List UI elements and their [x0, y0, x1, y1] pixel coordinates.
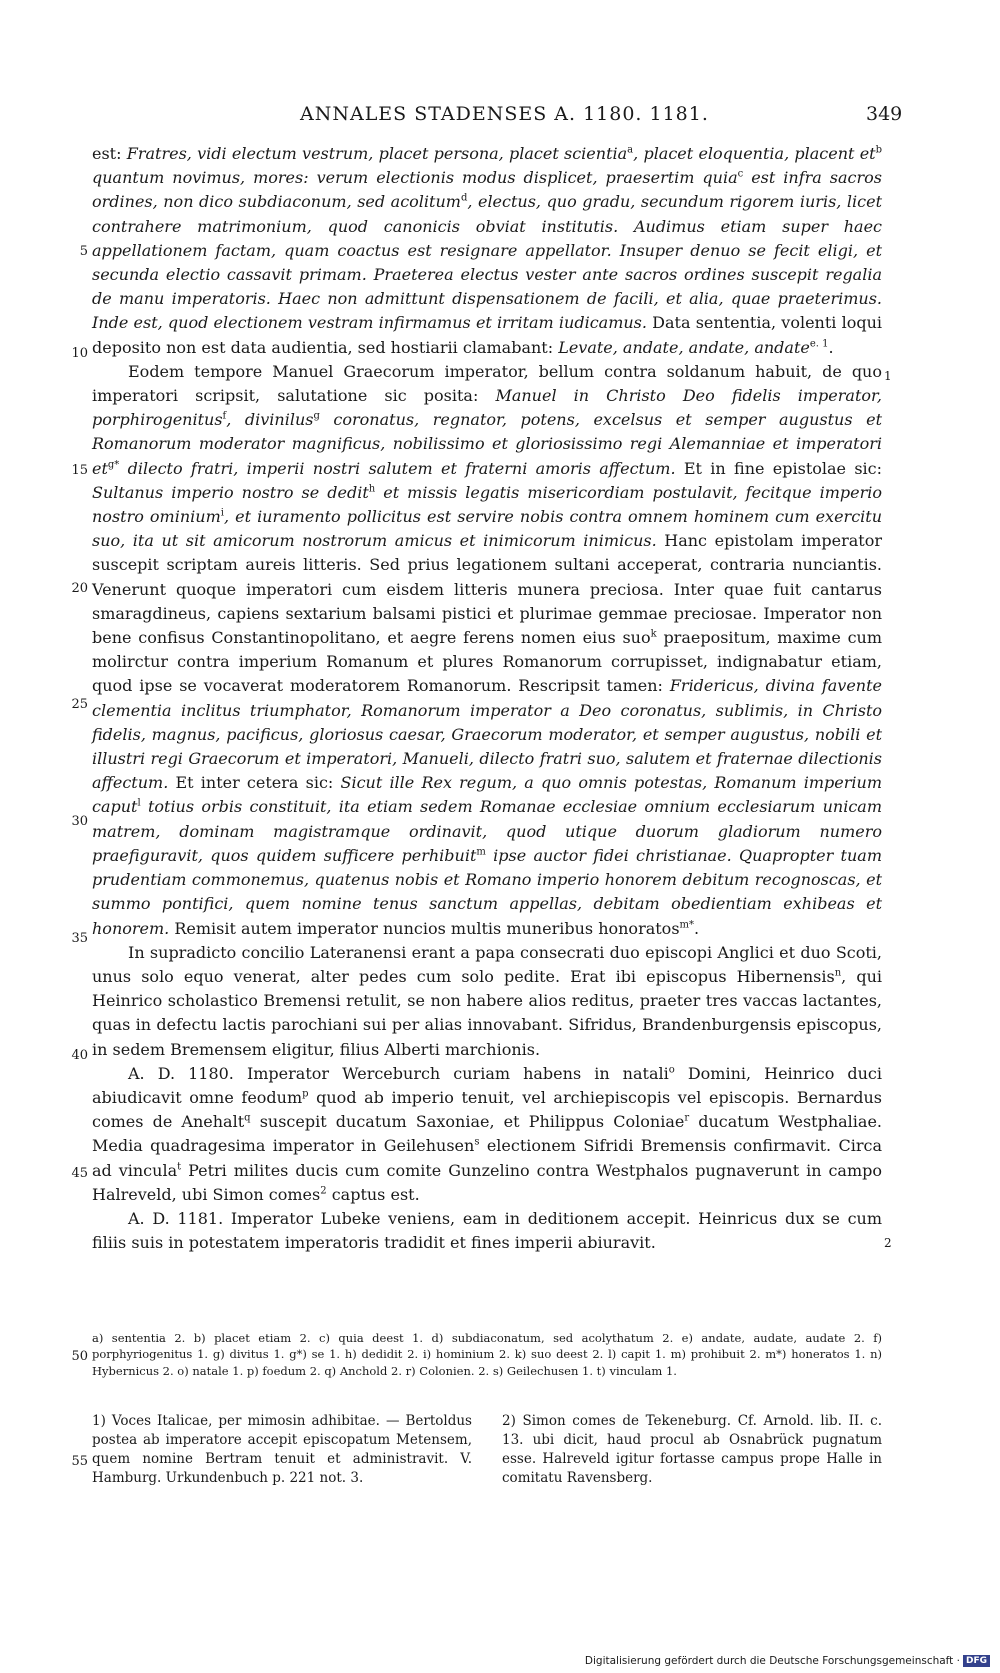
paragraph: Eodem tempore Manuel Graecorum imperator, bellum contra soldanum habuit, de quo imperatori scripsit, salutatione sic posita: Manuel in Christo Deo fidelis imperator, porphirogenitus$^f$, divinilus$^g$ coronatus, regnator, potens, excelsus et semper augustus et Romanorum moderator magnificus, nobilissimo et gloriosissimo regi Alemanniae et imperatori $et^{g*}$ dilecto fratri, imperii nostri salutem et fraterni amoris affectum. Et in fine epistolae sic: Sultanus imperio nostro se dedit$^h$ et missis legatis misericordiam postulavit, fecitque imperio nostro ominium$^i$, et iuramento pollicitus est servire nobis contra omnem hominem cum exercitu suo, ita ut sit amicorum nostrorum amicus et inimicorum inimicus. Hanc epistolam imperator suscepit scriptam aureis litteris. Sed prius legationem sultani acceperat, contraria nunciantis. Venerunt quoque imperatori cum eisdem litteris munera preciosa. Inter quae fuit cantarus smaragdineus, capiens sextarium balsami pistici et plurimae gemmae preciosae. Imperator non bene confisus Constantinopolitano, et aegre ferens nomen eius suo$^k$ praepositum, maxime cum molirctur contra imperium Romanum et plures Romanorum corrupisset, indignabatur etiam, quod ipse se vocaverat moderatorem Romanorum. Rescripsit tamen: Fridericus, divina favente clementia inclitus triumphator, Romanorum imperator a Deo coronatus, sublimis, in Christo fidelis, magnus, pacificus, gloriosus caesar, Graecorum moderator, et semper augustus, nobili et illustri regi Graecorum et imperatori, Manueli, dilecto fratri suo, salutem et fraternae dilectionis affectum. Et inter cetera sic: Sicut ille Rex regum, a quo omnis potestas, Romanum imperium caput$^l$ totius orbis constituit, ita etiam sedem Romanae ecclesiae omnium ecclesiarum unicam matrem, dominam magistramque ordinavit, quod utique duorum gladiorum numero praefiguravit, quos quidem sufficere perhibuit$^m$ ipse auctor fidei christianae. Quapropter tuam prudentiam commonemus, quatenus nobis et Romano imperio honorem debitum recognoscas, et summo pontifici, quem nomine tenus sanctum appellas, debitam obedientiam exhibeas et honorem. Remisit autem imperator nuncios multis muneribus honoratos$^{m*}$. — [92, 361, 883, 938]
line-number: 50 — [71, 1349, 88, 1364]
margin-note-ref: 1 — [884, 369, 892, 383]
line-number: 5 — [79, 244, 88, 259]
dfg-logo: DFG — [963, 1655, 990, 1667]
paragraph: A. D. 1180. Imperator Werceburch curiam habens in natali$^o$ Domini, Heinrico duci abiudicavit omne feodum$^p$ quod ab imperio tenuit, vel archiepiscopis vel episcopis. Bernardus comes de Anehalt$^q$ suscepit ducatum Saxoniae, et Philippus Coloniae$^r$ ducatum Westphaliae. Media quadragesima imperator in Geilehusen$^s$ electionem Sifridi Bremensis confirmavit. Circa ad vincula$^t$ Petri milites ducis cum comite Gunzelino contra Westphalos pugnaverunt in campo Halreveld, ubi Simon comes$^2$ captus est. — [92, 1063, 883, 1204]
line-number: 15 — [71, 463, 88, 478]
line-number: 55 — [71, 1454, 88, 1469]
paragraph: est: Fratres, vidi electum vestrum, placet persona, placet scientia$^a$, placet eloquentia, placent $et^b$ quantum novimus, mores: verum electionis modus displicet, praesertim quia$^c$ est infra sacros ordines, non dico subdiaconum, sed acolitum$^d$, electus, quo gradu, secundum rigorem iuris, licet contrahere matrimonium, quod canonicis obviat institutis. Audimus etiam super haec appellationem factam, quam coactus est resignare appellator. Insuper denuo se fecit eligi, et secunda electio cassavit primam. Praeterea electus vester ante sacros ordines suscepit regalia de manu imperatoris. Haec non admittunt dispensationem de facili, et alia, quae praeterimus. Inde est, quod electionem vestram infirmamus et irritam iudicamus. Data sententia, volenti loqui deposito non est data audientia, sed hostiarii clamabant: Levate, andate, andate, andate$^{e. 1}$. — [92, 144, 883, 357]
footer-text: Digitalisierung gefördert durch die Deutsche Forschungsgemeinschaft · — [584, 1655, 960, 1667]
apparatus-text: a) sententia 2. b) placet etiam 2. c) quia deest 1. d) subdiaconatum, sed acolythatum 2. e) andate, audate, audate 2. f) porphyriogenitus 1. g) divitus 1. g*) se 1. h) dedidit 2. i) hominium 2. k) suo deest 2. l) capit 1. m) prohibuit 2. m*) honeratos 1. n) Hybernicus 2. o) natale 1. p) foedum 2. q) Anchold 2. r) Colonien. 2. s) Geilechusen 1. t) vinculam 1. — [92, 1331, 882, 1378]
line-number: 25 — [71, 697, 88, 712]
footnote-left: 1) Voces Italicae, per mimosin adhibitae. — Bertoldus postea ab imperatore accepit episcopatum Metensem, quem nomine Bertram tenuit et administravit. V. Hamburg. Urkundenbuch p. 221 not. 3. — [92, 1413, 472, 1486]
line-number: 45 — [71, 1166, 88, 1181]
line-number: 40 — [71, 1048, 88, 1063]
line-number: 30 — [71, 814, 88, 829]
line-number: 10 — [71, 346, 88, 361]
main-text — [92, 142, 882, 1255]
footnote-right: 2) Simon comes de Tekeneburg. Cf. Arnold. lib. II. c. 13. ubi dicit, haud procul ab Osnabrück pugnatum esse. Halreveld igitur fortasse campus prope Halle in comitatu Ravensberg. — [502, 1413, 882, 1486]
page-number: 349 — [866, 103, 903, 125]
line-number: 35 — [71, 931, 88, 946]
footnotes — [92, 1412, 882, 1488]
paragraph: A. D. 1181. Imperator Lubeke veniens, eam in deditionem accepit. Heinricus dux se cum filiis suis in potestatem imperatoris tradidit et fines imperii abiuravit. — [92, 1208, 882, 1253]
line-number: 20 — [71, 581, 88, 596]
footer — [585, 1655, 990, 1667]
page-header — [0, 103, 1000, 133]
critical-apparatus — [92, 1330, 882, 1379]
paragraph: In supradicto concilio Lateranensi erant a papa consecrati duo episcopi Anglici et duo Scoti, unus solo equo venerat, alter pedes cum solo pedite. Erat ibi episcopus Hibernensis$^n$, qui Heinrico scholastico Bremensi retulit, se non habere alios reditus, praeter tres vaccas lactantes, quas in defectu lactis parochiani sui per alias innovabant. Sifridus, Brandenburgensis episcopus, in sedem Bremensem eligitur, filius Alberti marchionis. — [92, 942, 883, 1059]
running-head: ANNALES STADENSES A. 1180. 1181. — [300, 103, 709, 125]
margin-note-ref: 2 — [884, 1236, 892, 1250]
